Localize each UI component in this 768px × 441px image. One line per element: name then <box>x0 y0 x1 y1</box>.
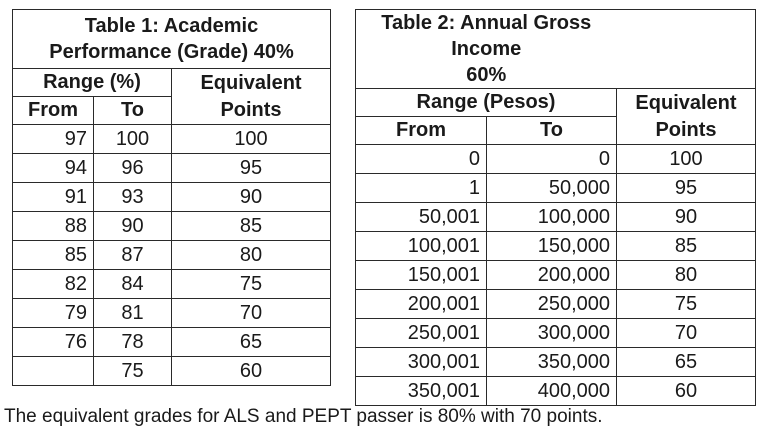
table1-body <box>13 125 331 386</box>
cell-to: 300,000 <box>487 319 617 348</box>
table2-points-header-line1: Equivalent <box>635 91 737 114</box>
cell-points: 100 <box>617 145 756 174</box>
table-row <box>13 183 331 212</box>
table1-points-header-line2: Points <box>220 98 282 121</box>
table2-range-header: Range (Pesos) <box>356 89 617 117</box>
cell-from: 94 <box>13 154 94 183</box>
table1-range-header: Range (%) <box>13 69 172 97</box>
table2-title-tail <box>617 10 756 89</box>
cell-points: 95 <box>172 154 331 183</box>
table1-title-line1: Table 1: Academic <box>84 15 259 37</box>
cell-points: 75 <box>172 270 331 299</box>
table2-title-line1: Table 2: Annual Gross Income <box>381 12 592 60</box>
cell-to: 100 <box>94 125 172 154</box>
cell-points: 85 <box>617 232 756 261</box>
table-row <box>356 261 756 290</box>
table-row <box>13 154 331 183</box>
cell-points: 80 <box>617 261 756 290</box>
cell-to: 200,000 <box>487 261 617 290</box>
cell-to: 100,000 <box>487 203 617 232</box>
table1-points-header <box>172 69 331 125</box>
cell-to: 50,000 <box>487 174 617 203</box>
cell-from: 76 <box>13 328 94 357</box>
table-row <box>13 299 331 328</box>
table-row <box>13 270 331 299</box>
cell-from: 350,001 <box>356 377 487 406</box>
cell-from: 1 <box>356 174 487 203</box>
annual-gross-income-table <box>355 9 756 406</box>
table2-points-header-line2: Points <box>655 118 717 141</box>
table-row <box>356 377 756 406</box>
cell-points: 75 <box>617 290 756 319</box>
cell-points: 90 <box>172 183 331 212</box>
table-row <box>13 357 331 386</box>
cell-from: 150,001 <box>356 261 487 290</box>
cell-to: 90 <box>94 212 172 241</box>
cell-from: 50,001 <box>356 203 487 232</box>
cell-to: 84 <box>94 270 172 299</box>
table1-points-header-line1: Equivalent <box>200 71 302 94</box>
cell-points: 90 <box>617 203 756 232</box>
cell-points: 70 <box>617 319 756 348</box>
table-row <box>13 241 331 270</box>
table1-to-header: To <box>94 97 172 125</box>
cell-from: 300,001 <box>356 348 487 377</box>
table-row <box>356 203 756 232</box>
table2-title <box>356 10 617 89</box>
table2-points-header <box>617 89 756 145</box>
cell-from: 97 <box>13 125 94 154</box>
cell-points: 60 <box>172 357 331 386</box>
table-row <box>356 174 756 203</box>
cell-to: 150,000 <box>487 232 617 261</box>
table-row <box>356 319 756 348</box>
cell-points: 95 <box>617 174 756 203</box>
table2-to-header: To <box>487 117 617 145</box>
cell-to: 96 <box>94 154 172 183</box>
table1-title-line2: Performance (Grade) 40% <box>49 41 294 63</box>
cell-from <box>13 357 94 386</box>
cell-to: 250,000 <box>487 290 617 319</box>
cell-points: 65 <box>617 348 756 377</box>
table1-from-header: From <box>13 97 94 125</box>
cell-to: 81 <box>94 299 172 328</box>
cell-points: 70 <box>172 299 331 328</box>
cell-from: 82 <box>13 270 94 299</box>
table-row <box>356 145 756 174</box>
cell-to: 75 <box>94 357 172 386</box>
cell-from: 100,001 <box>356 232 487 261</box>
cell-from: 88 <box>13 212 94 241</box>
academic-performance-table <box>12 9 331 386</box>
cell-to: 350,000 <box>487 348 617 377</box>
cell-to: 400,000 <box>487 377 617 406</box>
cell-to: 78 <box>94 328 172 357</box>
cell-from: 91 <box>13 183 94 212</box>
cell-to: 0 <box>487 145 617 174</box>
table2-body <box>356 145 756 406</box>
cell-points: 100 <box>172 125 331 154</box>
cell-points: 60 <box>617 377 756 406</box>
table-row <box>13 125 331 154</box>
cell-to: 93 <box>94 183 172 212</box>
table1-title <box>13 10 331 69</box>
footer-note: The equivalent grades for ALS and PEPT passer is 80% with 70 points. <box>4 406 603 427</box>
cell-points: 80 <box>172 241 331 270</box>
cell-from: 250,001 <box>356 319 487 348</box>
table-row <box>356 232 756 261</box>
table2-title-line2: 60% <box>466 64 507 86</box>
table-row <box>356 290 756 319</box>
cell-from: 79 <box>13 299 94 328</box>
table2-from-header: From <box>356 117 487 145</box>
cell-points: 65 <box>172 328 331 357</box>
cell-from: 0 <box>356 145 487 174</box>
cell-from: 200,001 <box>356 290 487 319</box>
table-row <box>356 348 756 377</box>
cell-points: 85 <box>172 212 331 241</box>
cell-from: 85 <box>13 241 94 270</box>
table-row <box>13 212 331 241</box>
table-row <box>13 328 331 357</box>
cell-to: 87 <box>94 241 172 270</box>
